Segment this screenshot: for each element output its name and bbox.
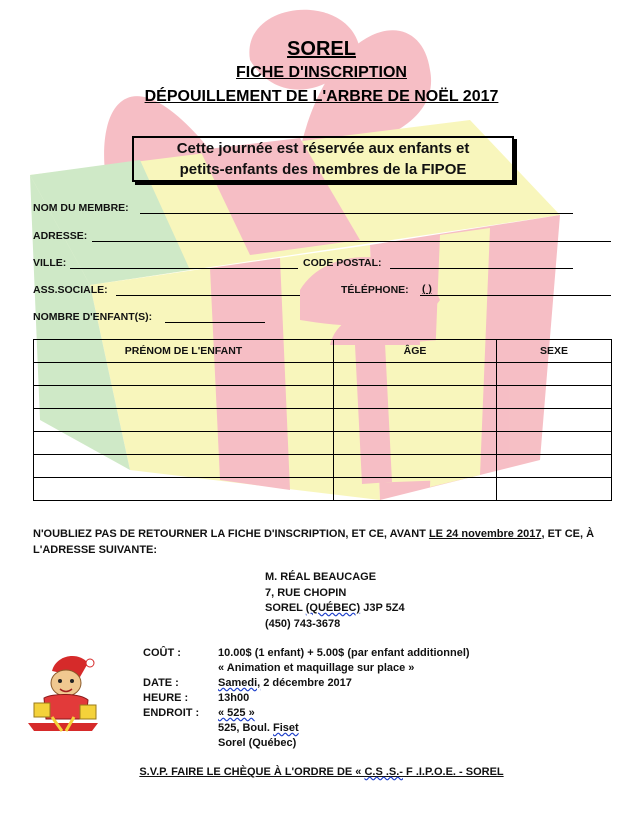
table-row [34, 409, 612, 432]
social-insurance-label: ASS.SOCIALE: [33, 284, 108, 296]
address-field[interactable] [92, 241, 611, 242]
city-label: VILLE: [33, 257, 67, 269]
return-reminder [33, 526, 613, 558]
social-insurance-field[interactable] [116, 295, 300, 296]
child-sex-cell[interactable] [497, 386, 612, 409]
child-name-cell[interactable] [34, 478, 334, 501]
cost-label: COÛT : [143, 647, 181, 659]
phone-area-code: ( ) [422, 283, 432, 295]
cheque-pre: S.V.P. FAIRE LE CHÈQUE À L'ORDRE DE « [139, 766, 365, 778]
member-name-field[interactable] [140, 213, 573, 214]
child-sex-cell[interactable] [497, 363, 612, 386]
child-age-cell[interactable] [334, 409, 497, 432]
address-label: ADRESSE: [33, 230, 88, 242]
table-row [34, 478, 612, 501]
cheque-css: C.S .S.- [364, 766, 403, 778]
postal-code-field[interactable] [390, 268, 573, 269]
postal-code-label: CODE POSTAL: [303, 257, 382, 269]
date-rest: 2 décembre 2017 [260, 677, 352, 689]
address-city [265, 601, 405, 617]
notice-line-1: Cette journée est réservée aux enfants et [176, 140, 470, 157]
notice-line-2: petits-enfants des membres de la FIPOE [179, 161, 467, 178]
child-age-cell[interactable] [334, 455, 497, 478]
table-row [34, 363, 612, 386]
reminder-text: N'OUBLIEZ PAS DE RETOURNER LA FICHE D'INSCRIPTION, ET CE, AVANT [33, 528, 429, 540]
phone-field[interactable] [420, 295, 611, 296]
address-phone: (450) 743-3678 [265, 617, 341, 630]
date-value [218, 677, 352, 689]
city-field[interactable] [70, 268, 298, 269]
header-child-first-name: PRÉNOM DE L'ENFANT [34, 340, 334, 363]
address-city-name: SOREL [265, 602, 306, 614]
header-sex: SEXE [497, 340, 612, 363]
child-name-cell[interactable] [34, 432, 334, 455]
place-street-text: 525, Boul. [218, 722, 274, 734]
place-city: Sorel (Québec) [218, 737, 297, 749]
child-sex-cell[interactable] [497, 455, 612, 478]
child-sex-cell[interactable] [497, 432, 612, 455]
children-count-label: NOMBRE D'ENFANT(S): [33, 311, 153, 323]
address-province: (QUÉBEC) [305, 602, 361, 614]
table-header-row [34, 340, 612, 363]
child-sex-cell[interactable] [497, 478, 612, 501]
child-age-cell[interactable] [334, 386, 497, 409]
address-street: 7, RUE CHOPIN [265, 586, 347, 599]
children-table [33, 339, 612, 501]
event-title: DÉPOUILLEMENT DE L'ARBRE DE NOËL 2017 [144, 88, 499, 105]
place-street-name: Fiset [273, 722, 299, 734]
child-age-cell[interactable] [334, 478, 497, 501]
child-age-cell[interactable] [334, 363, 497, 386]
city-title: SOREL [287, 38, 356, 60]
time-value: 13h00 [218, 692, 250, 704]
child-name-cell[interactable] [34, 455, 334, 478]
cheque-post: F .I.P.O.E. - SOREL [402, 766, 504, 778]
christmas-elf-clipart [22, 653, 104, 733]
child-name-cell[interactable] [34, 409, 334, 432]
member-name-label: NOM DU MEMBRE: [33, 202, 129, 214]
address-name: M. RÉAL BEAUCAGE [265, 571, 377, 583]
place-name-text: « 525 » [218, 707, 255, 719]
children-count-field[interactable] [165, 322, 265, 323]
table-row [34, 455, 612, 478]
place-label: ENDROIT : [143, 707, 200, 719]
place-name [218, 707, 255, 719]
cost-value: 10.00$ (1 enfant) + 5.00$ (par enfant additionnel) [218, 647, 470, 659]
child-name-cell[interactable] [34, 363, 334, 386]
date-label: DATE : [143, 677, 179, 689]
header-age: ÂGE [334, 340, 497, 363]
child-age-cell[interactable] [334, 432, 497, 455]
date-day: Samedi, [218, 677, 261, 689]
child-name-cell[interactable] [34, 386, 334, 409]
mailing-address [265, 570, 405, 632]
table-row [34, 386, 612, 409]
reminder-rest: , ET CE, À L'ADRESSE SUIVANTE: [33, 528, 595, 556]
cost-note: « Animation et maquillage sur place » [218, 662, 415, 674]
reminder-deadline: LE 24 novembre 2017 [428, 528, 542, 540]
table-row [34, 432, 612, 455]
cheque-instruction [0, 766, 643, 778]
eligibility-notice [132, 136, 514, 182]
place-street [218, 722, 299, 734]
phone-label: TÉLÉPHONE: [341, 284, 409, 296]
time-label: HEURE : [143, 692, 189, 704]
address-postal: J3P 5Z4 [360, 602, 405, 614]
form-title: FICHE D'INSCRIPTION [236, 64, 407, 81]
child-sex-cell[interactable] [497, 409, 612, 432]
